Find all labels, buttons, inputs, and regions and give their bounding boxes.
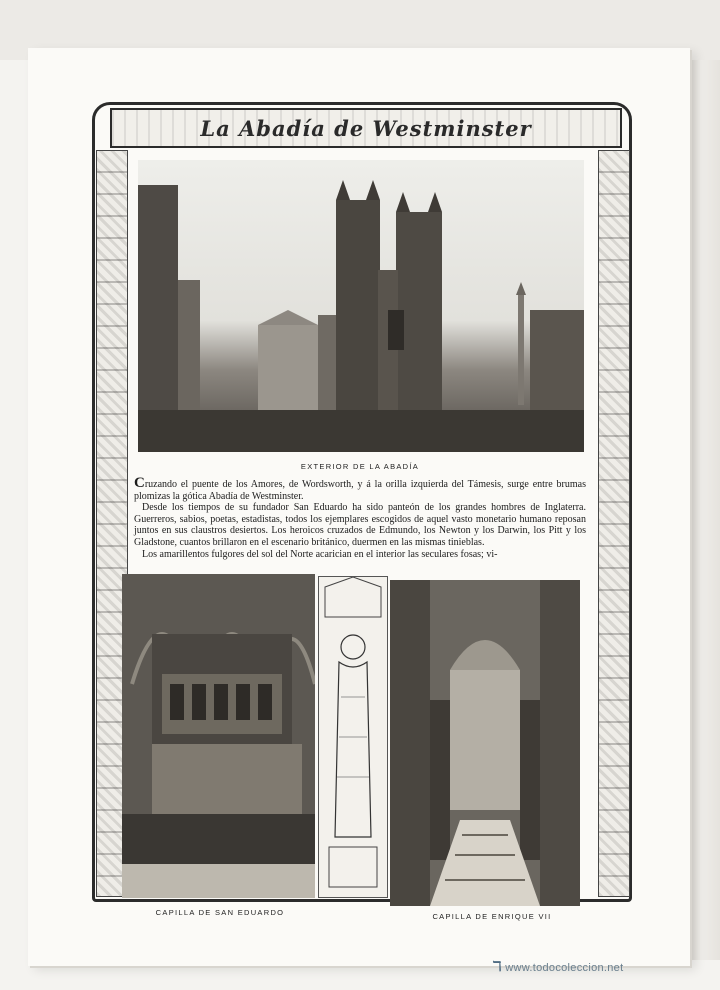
enrique-vii-caption: CAPILLA DE ENRIQUE VII xyxy=(432,912,552,921)
chapel-enrique-illustration xyxy=(390,580,580,906)
abbey-exterior-photo xyxy=(138,160,584,452)
paragraph-2: Desde los tiempos de su fundador San Eduardo ha sido panteón de los grandes hombres de Inglaterra. Guerreros, sabios, poetas, estadistas, todos los ejemplares escogidos de aquel vasto monetario humano reposan juntos en sus claustros desiertos. Los heroicos cruzados de Edmundo, los Newton y los Darwin, los Pitt y los Gladstone, cuantos brillaron en el escenario británico, duermen en las mismas tinieblas. xyxy=(134,502,586,548)
abbey-illustration xyxy=(138,160,584,452)
chapel-eduardo-illustration xyxy=(122,574,315,898)
watermark xyxy=(492,958,623,975)
adjacent-page-edge xyxy=(688,60,720,960)
page-title: La Abadía de Westminster xyxy=(200,115,532,141)
article-text xyxy=(134,475,586,560)
statue-ornament-panel xyxy=(318,576,388,898)
statue-illustration xyxy=(319,577,387,897)
paragraph-3: Los amarillentos fulgores del sol del Norte acarician en el interior las seculares fosas; vi- xyxy=(142,548,498,560)
watermark-logo-icon: ℸ xyxy=(492,958,502,974)
chapel-san-eduardo-photo xyxy=(122,574,315,898)
title-banner xyxy=(110,108,622,148)
chapel-enrique-vii-photo xyxy=(390,580,580,906)
right-ornamental-border xyxy=(598,150,630,897)
dropcap: C xyxy=(134,475,145,491)
san-eduardo-caption: CAPILLA DE SAN EDUARDO xyxy=(155,908,285,917)
paragraph-1: ruzando el puente de los Amores, de Wordsworth, y á la orilla izquierda del Támesis, surge entre brumas plomizas la gótica Abadía de Westminster. xyxy=(134,479,586,502)
abbey-caption: EXTERIOR DE LA ABADÍA xyxy=(300,462,420,471)
watermark-text: www.todocoleccion.net xyxy=(505,962,624,974)
